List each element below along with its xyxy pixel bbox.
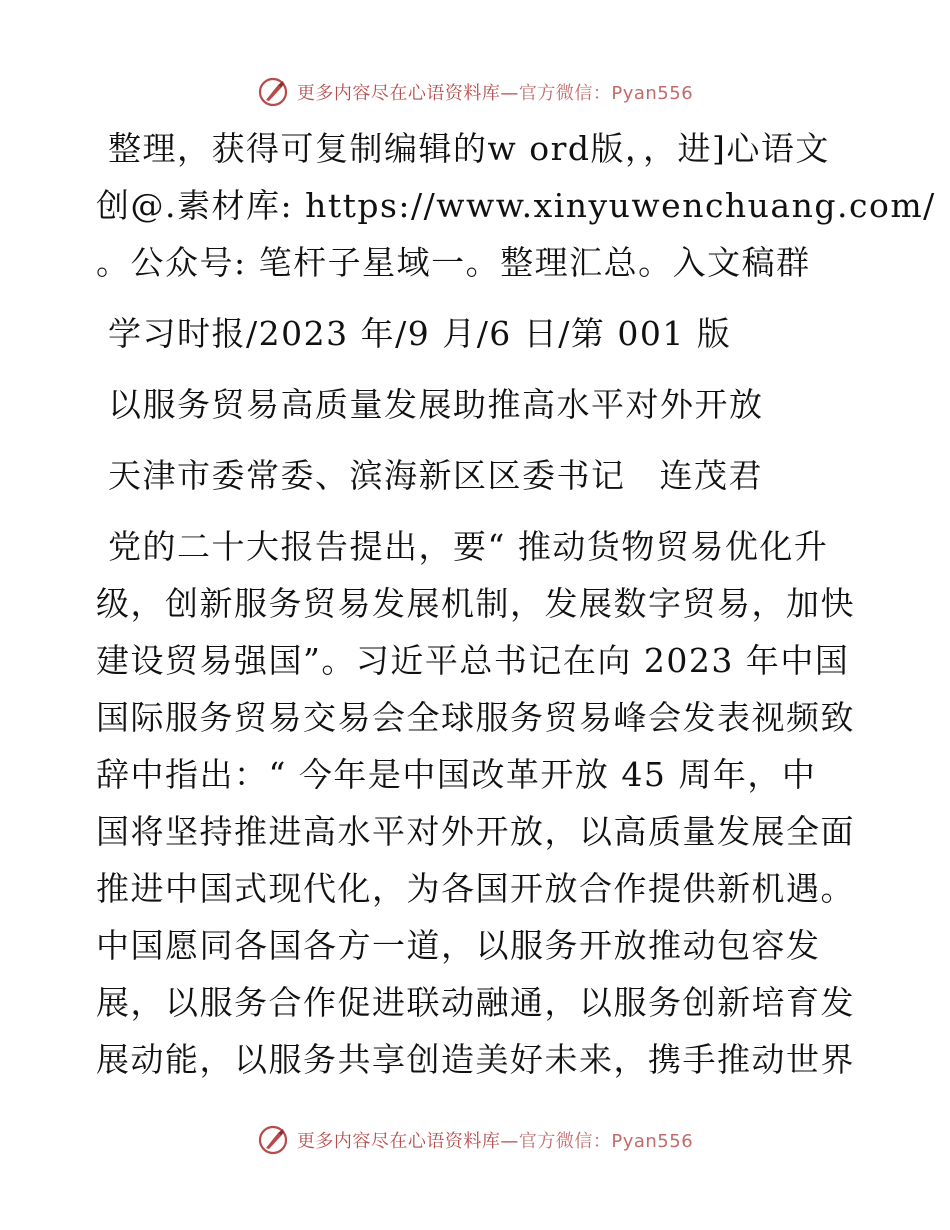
- source-line: 学习时报/2023 年/9 月/6 日/第 001 版: [108, 314, 732, 353]
- paragraph-line: 辞中指出：“ 今年是中国改革开放 45 周年，中: [96, 755, 817, 794]
- paragraph-line: 展，以服务合作促进联动融通，以服务创新培育发: [96, 983, 855, 1022]
- author-name: 连茂君: [659, 456, 763, 495]
- bottom-watermark-banner: [0, 1120, 950, 1160]
- intro-line: 。公众号: 笔杆子星域一。整理汇总。入文稿群: [96, 243, 811, 282]
- intro-line: 创@.素材库: https://www.xinyuwenchuang.com/: [96, 186, 936, 225]
- watermark-text: 更多内容尽在心语资料库—官方微信：Pyan556: [296, 83, 694, 104]
- intro-line: 整理，获得可复制编辑的w ord版，，进]心语文: [108, 129, 830, 168]
- paragraph-line: 级，创新服务贸易发展机制，发展数字贸易，加快: [96, 584, 855, 623]
- quill-pen-circle-icon: [257, 1124, 289, 1156]
- document-body: [96, 120, 936, 1088]
- paragraph-line: 国际服务贸易交易会全球服务贸易峰会发表视频致: [96, 698, 855, 737]
- paragraph-line: 国将坚持推进高水平对外开放，以高质量发展全面: [96, 812, 855, 851]
- watermark-text: 更多内容尽在心语资料库—官方微信：Pyan556: [296, 1131, 694, 1152]
- paragraph-line: 展动能，以服务共享创造美好未来，携手推动世界: [96, 1040, 855, 1079]
- author-line: [96, 447, 856, 504]
- article-title: 以服务贸易高质量发展助推高水平对外开放: [108, 385, 764, 424]
- paragraph-line: 建设贸易强国”。习近平总书记在向 2023 年中国: [96, 641, 850, 680]
- top-watermark-banner: [0, 72, 950, 112]
- paragraph-line: 党的二十大报告提出，要“ 推动货物贸易优化升: [108, 527, 829, 566]
- author-position: 天津市委常委、滨海新区区委书记: [108, 456, 626, 495]
- paragraph-line: 推进中国式现代化，为各国开放合作提供新机遇。: [96, 869, 855, 908]
- paragraph-line: 中国愿同各国各方一道，以服务开放推动包容发: [96, 926, 821, 965]
- quill-pen-circle-icon: [257, 76, 289, 108]
